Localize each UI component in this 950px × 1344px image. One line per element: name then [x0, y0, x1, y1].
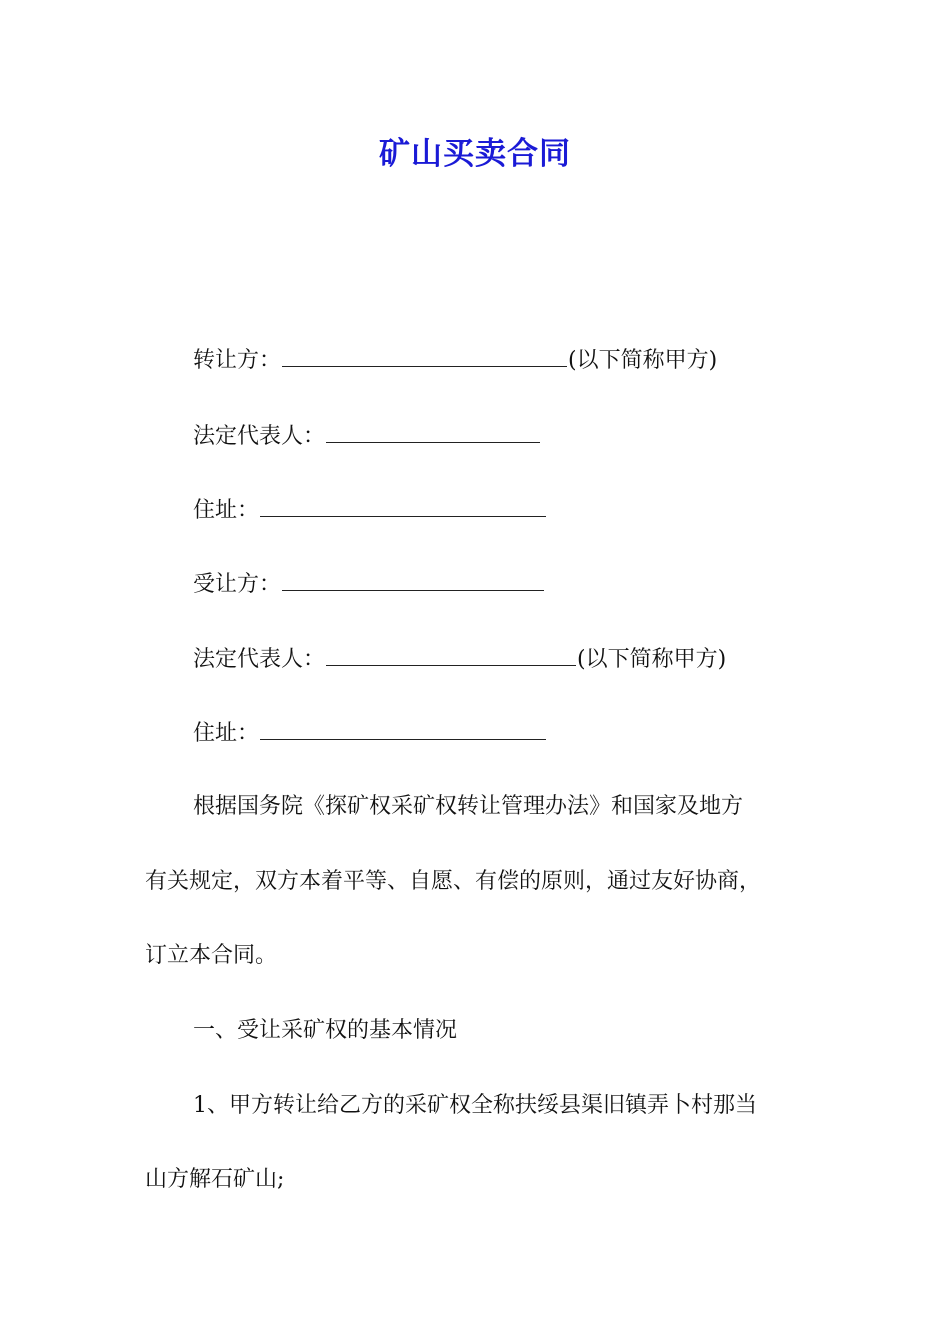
address-2-label: 住址： [193, 721, 260, 746]
legal-rep-1-blank[interactable] [326, 420, 540, 443]
item-1-line-2: 山方解石矿山; [145, 1167, 285, 1192]
document-title: 矿山买卖合同 [379, 136, 571, 172]
item-1-line-1: 1、甲方转让给乙方的采矿权全称扶绥县渠旧镇弄卜村那当 [193, 1093, 757, 1118]
transferee-label: 受让方： [193, 572, 282, 597]
address-1-label: 住址： [193, 498, 260, 523]
transferor-label: 转让方： [193, 348, 282, 373]
legal-rep-2-line [193, 643, 726, 675]
address-1-line [193, 494, 547, 526]
transferee-blank[interactable] [282, 568, 544, 591]
transferor-line [193, 344, 717, 376]
intro-line-1: 根据国务院《探矿权采矿权转让管理办法》和国家及地方 [193, 794, 744, 819]
transferee-line [193, 568, 545, 600]
legal-rep-2-label: 法定代表人： [193, 647, 326, 672]
transferor-suffix: (以下简称甲方) [568, 348, 718, 373]
address-1-blank[interactable] [260, 494, 546, 517]
legal-rep-1-line [193, 420, 541, 452]
legal-rep-2-blank[interactable] [326, 643, 576, 666]
intro-line-3: 订立本合同。 [145, 943, 278, 968]
transferor-blank[interactable] [282, 344, 567, 367]
legal-rep-2-suffix: (以下简称甲方) [577, 647, 727, 672]
intro-line-2: 有关规定，双方本着平等、自愿、有偿的原则，通过友好协商， [145, 869, 762, 894]
address-2-line [193, 717, 547, 749]
section-1-heading: 一、受让采矿权的基本情况 [193, 1018, 458, 1043]
address-2-blank[interactable] [260, 717, 546, 740]
legal-rep-1-label: 法定代表人： [193, 424, 326, 449]
